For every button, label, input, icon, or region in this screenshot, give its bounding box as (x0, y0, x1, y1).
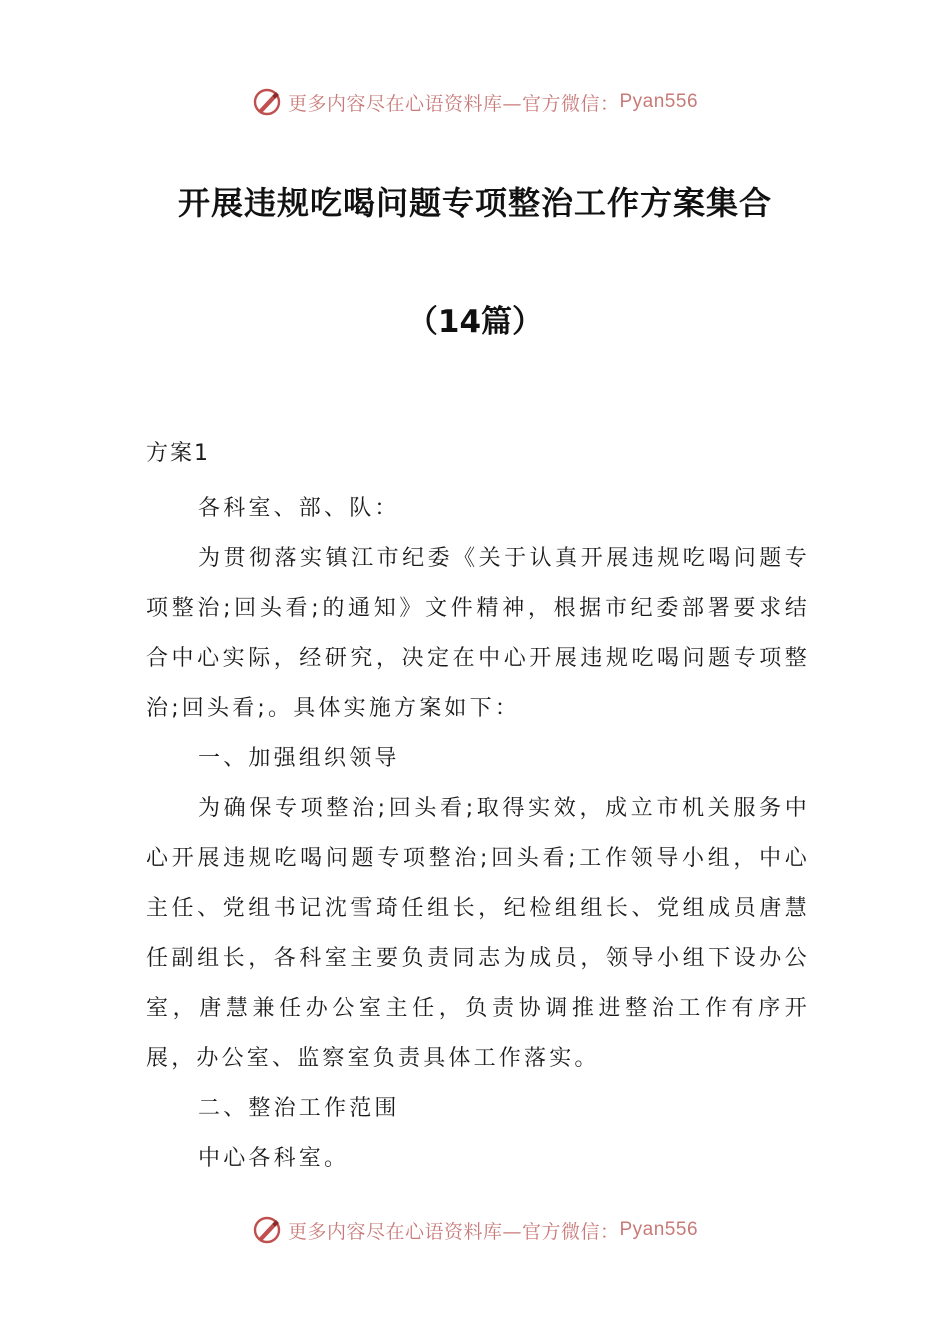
section-heading: 一、加强组织领导 (198, 746, 400, 771)
watermark-footer (0, 1210, 950, 1250)
watermark-account: Pyan556 (619, 1219, 699, 1240)
watermark-header (0, 82, 950, 122)
body-paragraph: 为确保专项整治;回头看;取得实效，成立市机关服务中心开展违规吃喝问题专项整治;回头看;工作领导小组，中心主任、党组书记沈雪琦任组长，纪检组组长、党组成员唐慧任副组长，各科室主要负责同志为成员，领导小组下设办公室，唐慧兼任办公室主任，负责协调推进整治工作有序开展，办公室、监察室负责具体工作落实。 (146, 796, 810, 1071)
pen-logo-icon (252, 1215, 282, 1245)
watermark-text: 更多内容尽在心语资料库—官方微信： (287, 1220, 620, 1243)
watermark-account: Pyan556 (619, 91, 699, 112)
watermark-text: 更多内容尽在心语资料库—官方微信： (287, 92, 620, 115)
body-paragraph: 中心各科室。 (198, 1146, 350, 1171)
plan-label: 方案1 (146, 441, 210, 466)
body-paragraph: 为贯彻落实镇江市纪委《关于认真开展违规吃喝问题专项整治;回头看;的通知》文件精神，根据市纪委部署要求结合中心实际，经研究，决定在中心开展违规吃喝问题专项整治;回头看;。具体实施方案如下： (146, 546, 810, 721)
document-body (146, 434, 810, 1184)
section-heading: 二、整治工作范围 (198, 1096, 400, 1121)
document-subtitle: （14篇） (406, 304, 544, 340)
document-title: 开展违规吃喝问题专项整治工作方案集合 (177, 184, 772, 222)
salutation: 各科室、部、队： (198, 496, 400, 521)
pen-logo-icon (252, 87, 282, 117)
